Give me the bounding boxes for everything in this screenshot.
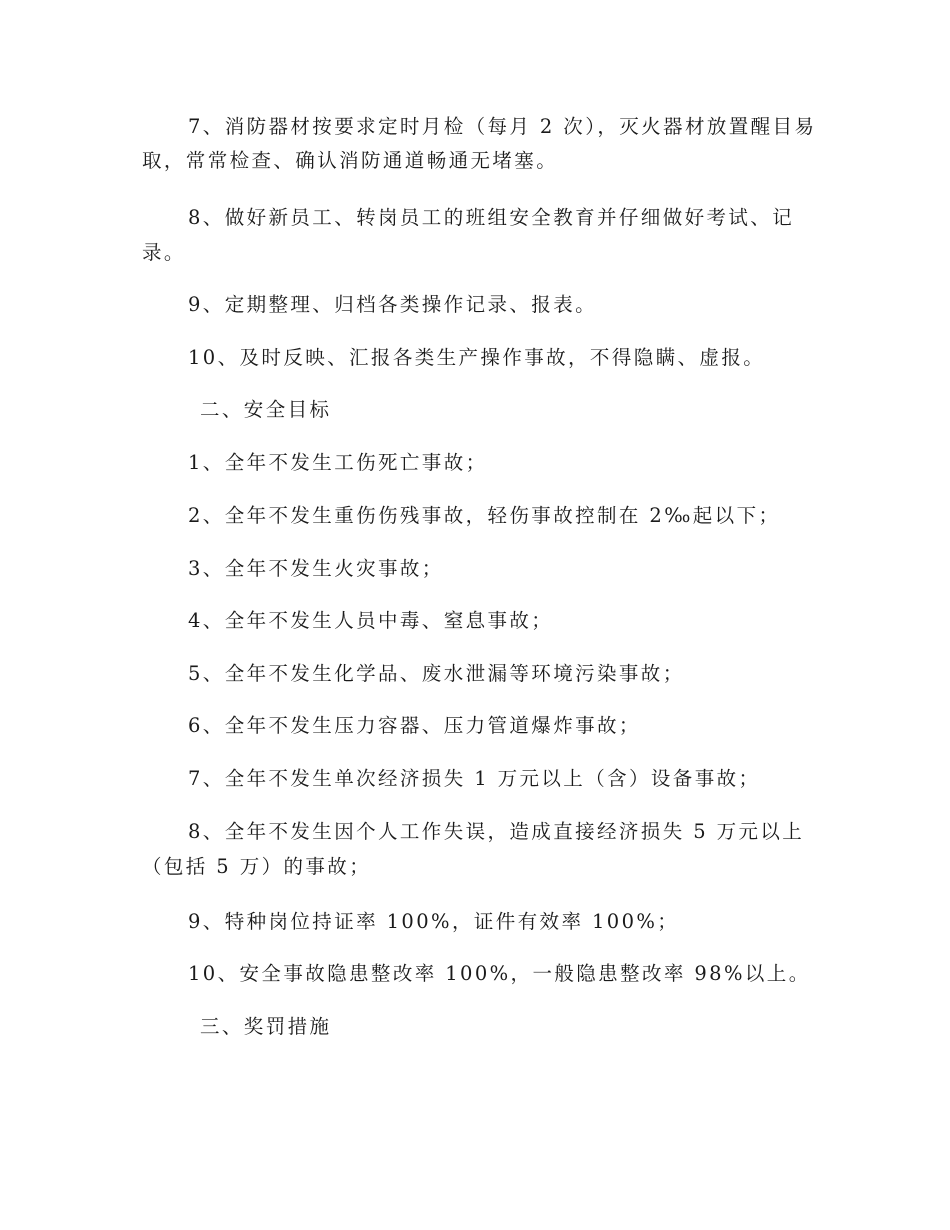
- list-item: 9、特种岗位持证率 100%，证件有效率 100%；: [188, 910, 680, 933]
- list-item: 4、全年不发生人员中毒、窒息事故；: [188, 609, 554, 632]
- list-item: 5、全年不发生化学品、废水泄漏等环境污染事故；: [188, 662, 685, 685]
- paragraph-line: 录。: [142, 241, 186, 264]
- paragraph-line: 7、消防器材按要求定时月检（每月 2 次），灭火器材放置醒目易: [188, 115, 817, 138]
- list-item: 10、安全事故隐患整改率 100%，一般隐患整改率 98%以上。: [188, 962, 811, 985]
- list-item: 1、全年不发生工伤死亡事故；: [188, 451, 488, 474]
- paragraph-line: 10、及时反映、汇报各类生产操作事故，不得隐瞒、虚报。: [188, 346, 766, 369]
- list-item: 3、全年不发生火灾事故；: [188, 557, 444, 580]
- section-heading: 三、奖罚措施: [200, 1015, 332, 1038]
- list-item: 7、全年不发生单次经济损失 1 万元以上（含）设备事故；: [188, 767, 761, 790]
- section-heading: 二、安全目标: [200, 398, 332, 421]
- list-item: 2、全年不发生重伤伤残事故，轻伤事故控制在 2‰起以下；: [188, 504, 781, 527]
- list-item: 6、全年不发生压力容器、压力管道爆炸事故；: [188, 714, 641, 737]
- paragraph-line: 9、定期整理、归档各类操作记录、报表。: [188, 293, 598, 316]
- paragraph-line: 8、做好新员工、转岗员工的班组安全教育并仔细做好考试、记: [188, 206, 795, 229]
- list-item-continuation: （包括 5 万）的事故；: [142, 855, 372, 878]
- list-item: 8、全年不发生因个人工作失误，造成直接经济损失 5 万元以上: [188, 820, 805, 843]
- paragraph-line: 取，常常检查、确认消防通道畅通无堵塞。: [142, 149, 559, 172]
